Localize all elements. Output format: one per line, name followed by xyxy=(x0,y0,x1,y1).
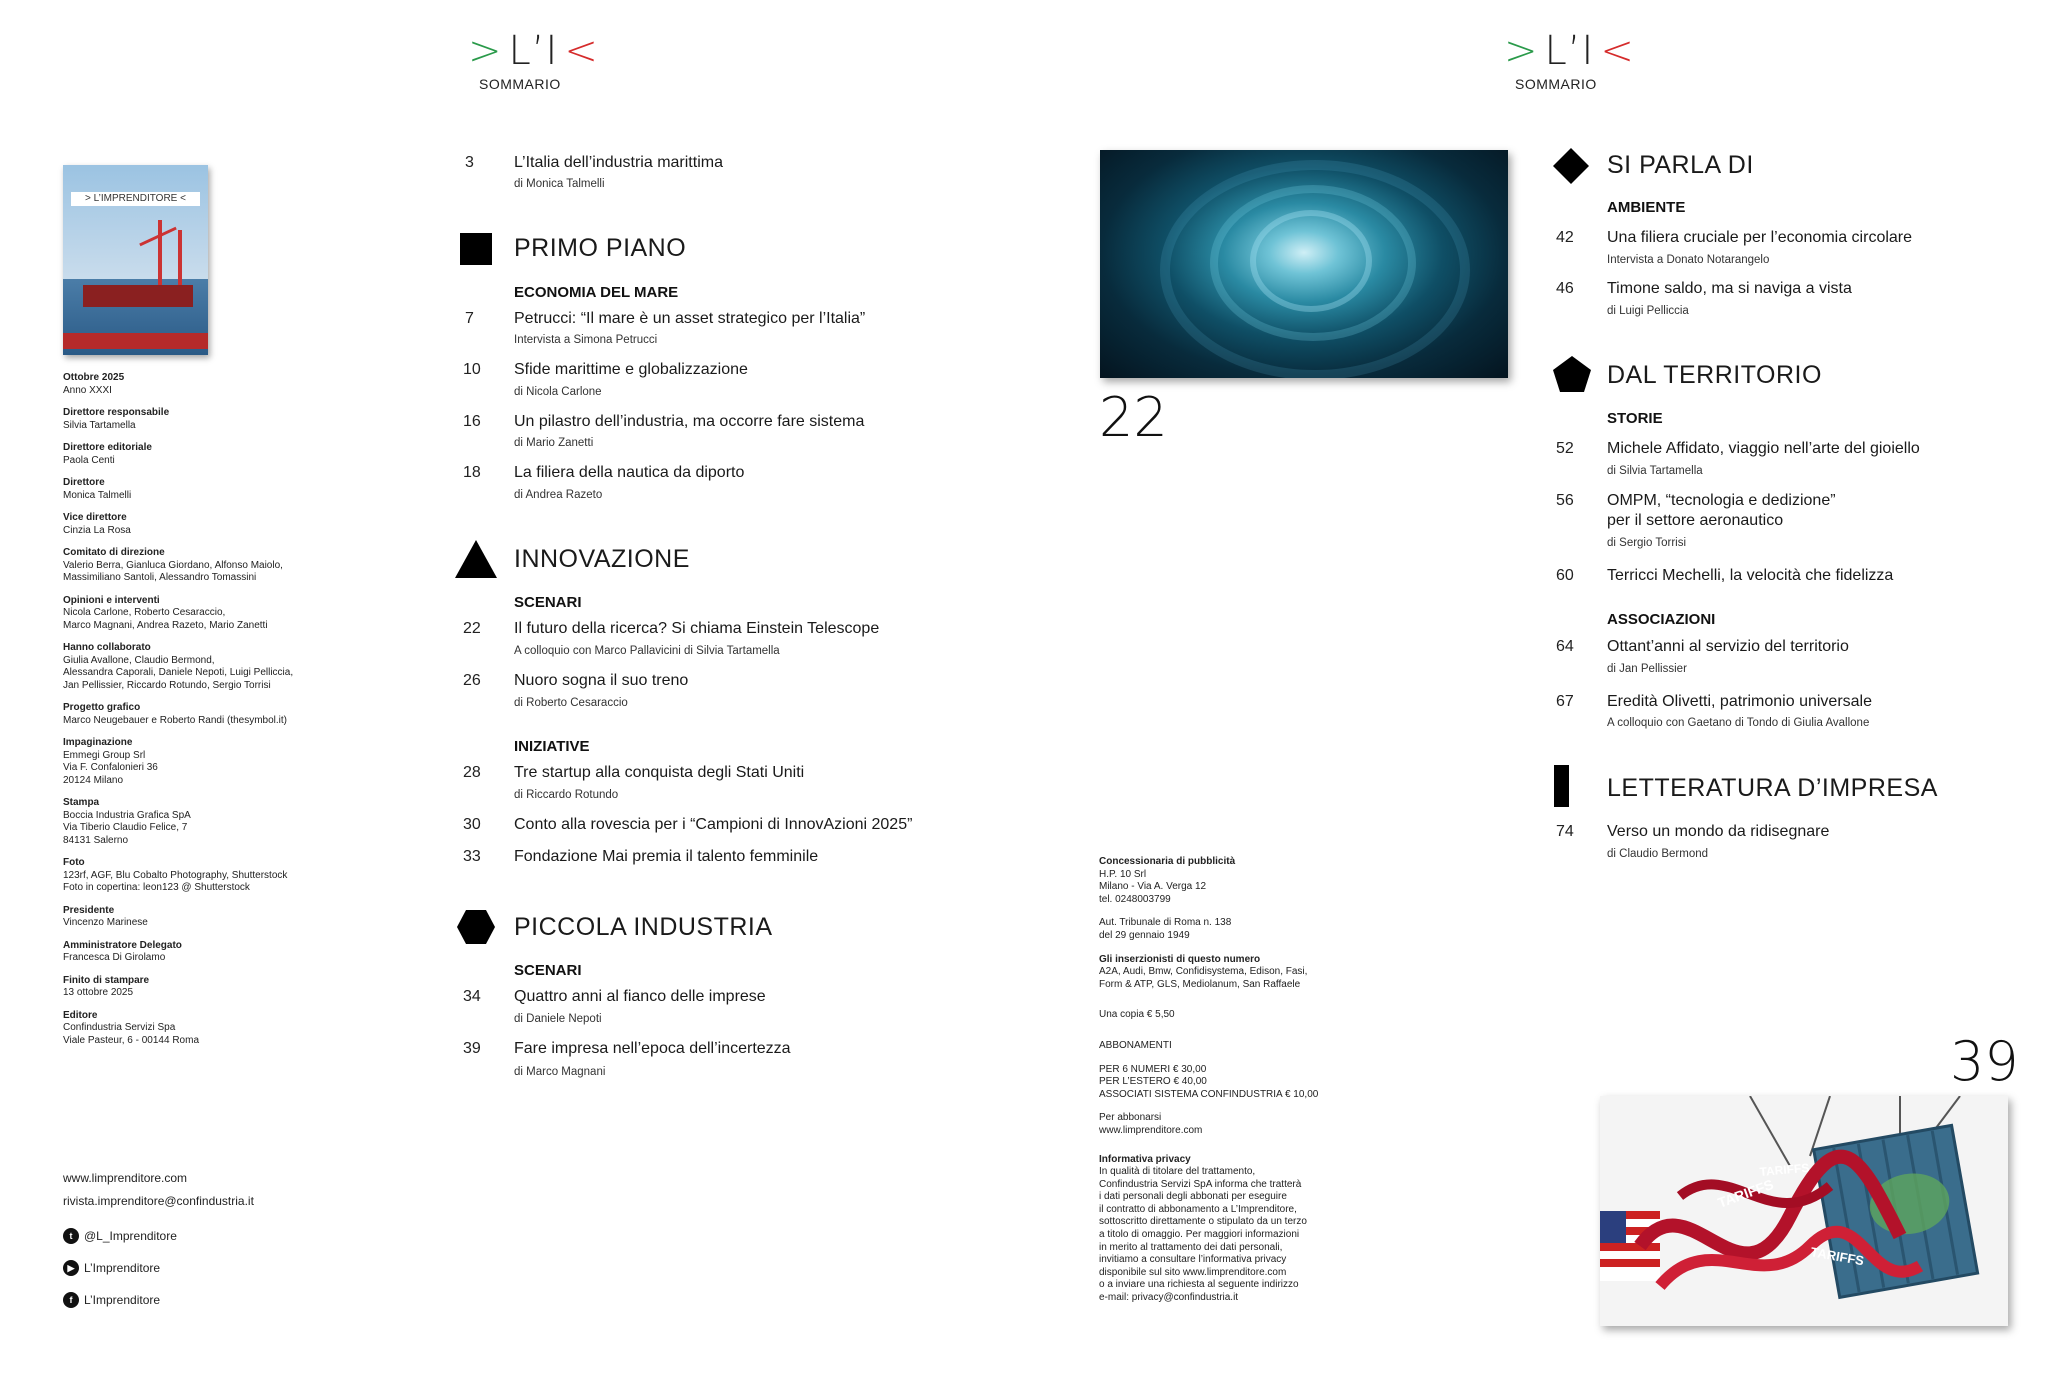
concessionaria-body: H.P. 10 Srl Milano - Via A. Verga 12 tel. 0248003799 xyxy=(1099,868,1207,905)
toc-item-title[interactable]: Timone saldo, ma si naviga a vista xyxy=(1607,280,1852,297)
credit-heading: Foto xyxy=(63,857,85,868)
section-piccola-industria: PICCOLA INDUSTRIA xyxy=(514,913,773,941)
tariffs-label: TARIFFS xyxy=(1759,1160,1810,1179)
credit-heading: Stampa xyxy=(63,797,100,808)
toc-item-title[interactable]: Nuoro sogna il suo treno xyxy=(514,672,689,689)
magazine-cover xyxy=(63,165,208,355)
price-text: Una copia € 5,50 xyxy=(1099,1009,1175,1021)
publisher-info xyxy=(1099,856,1349,1316)
toc-item-title-line2[interactable]: per il settore aeronautico xyxy=(1607,512,1784,529)
credit-block xyxy=(63,1010,323,1048)
credit-body: Francesca Di Girolamo xyxy=(63,952,166,963)
subsection-iniziative: INIZIATIVE xyxy=(514,738,590,755)
credit-heading: Direttore responsabile xyxy=(63,407,170,418)
triangle-icon xyxy=(455,540,497,578)
credit-block xyxy=(63,905,323,930)
section-letteratura: LETTERATURA D’IMPRESA xyxy=(1607,774,1938,802)
cover-masthead: > L’IMPRENDITORE < xyxy=(71,192,200,206)
toc-page-number: 10 xyxy=(463,361,481,378)
credit-block xyxy=(63,512,323,537)
email-link[interactable]: rivista.imprenditore@confindustria.it xyxy=(63,1194,254,1208)
toc-item-title[interactable]: Il futuro della ricerca? Si chiama Einstein Telescope xyxy=(514,620,880,637)
toc-page-number: 3 xyxy=(465,154,474,171)
subsection-associazioni: ASSOCIAZIONI xyxy=(1607,611,1716,628)
credit-body: Silvia Tartamella xyxy=(63,419,136,431)
toc-item-title[interactable]: Fondazione Mai premia il talento femminile xyxy=(514,848,819,865)
subsection-scenari-pi: SCENARI xyxy=(514,962,582,979)
toc-item-author: di Claudio Bermond xyxy=(1607,848,1709,860)
toc-item-title[interactable]: L’Italia dell’industria marittima xyxy=(514,154,723,171)
credit-block xyxy=(63,857,323,895)
toc-item-author: di Riccardo Rotundo xyxy=(514,789,619,801)
youtube-icon: ▶ xyxy=(63,1260,79,1276)
subscriptions-heading: ABBONAMENTI xyxy=(1099,1039,1172,1051)
toc-item-author: di Andrea Razeto xyxy=(514,489,603,501)
credit-body: Giulia Avallone, Claudio Bermond, Alessandra Caporali, Daniele Nepoti, Luigi Pelliccia, Jan Pellissier, Riccardo Rotundo, Sergio Torrisi xyxy=(63,654,294,691)
toc-page-number: 33 xyxy=(463,848,481,865)
toc-item-title[interactable]: Terricci Mechelli, la velocità che fidelizza xyxy=(1607,567,1894,584)
website-link[interactable]: www.limprenditore.com xyxy=(63,1171,188,1185)
toc-item-title[interactable]: Verso un mondo da ridisegnare xyxy=(1607,823,1830,840)
tariffs-label: TARIFFS xyxy=(1809,1244,1866,1269)
toc-item-author: di Nicola Carlone xyxy=(514,386,602,398)
vertical-bar-icon xyxy=(1554,765,1569,807)
toc-page-number: 67 xyxy=(1556,693,1574,710)
toc-page-number: 30 xyxy=(463,816,481,833)
toc-item-title[interactable]: OMPM, “tecnologia e dedizione” xyxy=(1607,492,1836,509)
square-icon xyxy=(460,233,492,265)
toc-page-number: 56 xyxy=(1556,492,1574,509)
toc-item-author: A colloquio con Gaetano di Tondo di Giulia Avallone xyxy=(1607,717,1870,729)
credit-block xyxy=(63,372,323,397)
diamond-icon xyxy=(1553,148,1589,184)
subsection-economia-mare: ECONOMIA DEL MARE xyxy=(514,284,679,301)
credit-heading: Finito di stampare xyxy=(63,974,150,986)
toc-page-number: 52 xyxy=(1556,440,1574,457)
twitter-icon: t xyxy=(63,1228,79,1244)
toc-page-number: 28 xyxy=(463,764,481,781)
toc-item-title[interactable]: Eredità Olivetti, patrimonio universale xyxy=(1607,693,1873,710)
toc-page-number: 22 xyxy=(463,620,481,637)
subscriptions-body: PER 6 NUMERI € 30,00 PER L’ESTERO € 40,00 ASSOCIATI SISTEMA CONFINDUSTRIA € 10,00 xyxy=(1099,1063,1319,1100)
subsection-storie: STORIE xyxy=(1607,410,1663,427)
concessionaria-heading: Concessionaria di pubblicità xyxy=(1099,856,1236,867)
sommario-label-right: SOMMARIO xyxy=(1515,76,1597,92)
credit-block xyxy=(63,595,323,633)
toc-item-author: di Luigi Pelliccia xyxy=(1607,305,1689,317)
toc-item-author: di Roberto Cesaraccio xyxy=(514,697,628,709)
toc-item-title[interactable]: Michele Affidato, viaggio nell’arte del gioiello xyxy=(1607,440,1920,457)
credit-heading: Editore xyxy=(63,1009,98,1021)
section-dal-territorio: DAL TERRITORIO xyxy=(1607,361,1822,389)
toc-page-number: 39 xyxy=(463,1040,481,1057)
toc-item-title[interactable]: Un pilastro dell’industria, ma occorre fare sistema xyxy=(514,413,865,430)
toc-page-number: 60 xyxy=(1556,567,1574,584)
credit-heading: Comitato di direzione xyxy=(63,547,165,558)
feature-page-number: 39 xyxy=(1950,1030,2019,1093)
credit-heading: Ottobre 2025 xyxy=(63,372,125,383)
toc-page-number: 16 xyxy=(463,413,481,430)
toc-item-author: Intervista a Simona Petrucci xyxy=(514,334,658,346)
credit-body: Paola Centi xyxy=(63,454,115,466)
credit-heading: Hanno collaborato xyxy=(63,642,151,653)
credit-heading: Direttore editoriale xyxy=(63,442,152,453)
hexagon-icon xyxy=(457,910,495,944)
subscribe-link[interactable]: Per abbonarsi www.limprenditore.com xyxy=(1099,1112,1203,1136)
credit-heading: Amministratore Delegato xyxy=(63,939,182,951)
credit-heading: Presidente xyxy=(63,904,115,916)
toc-page-number: 46 xyxy=(1556,280,1574,297)
toc-item-author: di Daniele Nepoti xyxy=(514,1013,602,1025)
pentagon-icon xyxy=(1553,356,1591,392)
tariffs-image xyxy=(1600,1096,2008,1326)
advertisers-heading: Gli inserzionisti di questo numero xyxy=(1099,953,1261,965)
toc-page-number: 64 xyxy=(1556,638,1574,655)
credit-body: 13 ottobre 2025 xyxy=(63,987,134,998)
authorization-text: Aut. Tribunale di Roma n. 138 del 29 gennaio 1949 xyxy=(1099,917,1232,941)
credit-heading: Progetto grafico xyxy=(63,702,141,713)
tariffs-label: TARIFFS xyxy=(1715,1175,1776,1211)
toc-page-number: 74 xyxy=(1556,823,1574,840)
credit-block xyxy=(63,737,323,787)
section-primo-piano: PRIMO PIANO xyxy=(514,234,687,262)
credit-block xyxy=(63,797,323,847)
toc-item-author: di Mario Zanetti xyxy=(514,437,594,449)
credit-block xyxy=(63,940,323,965)
toc-item-title[interactable]: Petrucci: “Il mare è un asset strategico per l’Italia” xyxy=(514,310,866,327)
credit-body: Anno XXXI xyxy=(63,384,112,396)
credit-block xyxy=(63,702,323,727)
credit-body: Cinzia La Rosa xyxy=(63,524,131,536)
section-si-parla-di: SI PARLA DI xyxy=(1607,151,1754,179)
credit-heading: Vice direttore xyxy=(63,512,127,523)
toc-item-title[interactable]: Tre startup alla conquista degli Stati Uniti xyxy=(514,764,805,781)
credit-block xyxy=(63,477,323,502)
toc-item-author: di Marco Magnani xyxy=(514,1066,606,1078)
toc-page-number: 7 xyxy=(465,310,474,327)
privacy-body: In qualità di titolare del trattamento, Confindustria Servizi SpA informa che tratterà i dati personali degli abbonati per eseguire il contratto di abbonamento a L’Imprenditore, sottoscritto direttamente o stipulato da un terzo a titolo di omaggio. Per maggiori informazioni in merito al trattamento dei dati personali, invitiamo a consultare l’informativa privacy disponibile sul sito www.limprenditore.com o a inviare una richiesta al seguente indirizzo e-mail: privacy@confindustria.it xyxy=(1099,1166,1307,1304)
subsection-scenari: SCENARI xyxy=(514,594,582,611)
toc-item-author: di Monica Talmelli xyxy=(514,178,605,190)
privacy-heading: Informativa privacy xyxy=(1099,1153,1191,1165)
toc-page-number: 26 xyxy=(463,672,481,689)
toc-item-author: di Silvia Tartamella xyxy=(1607,465,1703,477)
credit-block xyxy=(63,642,323,692)
toc-item-title[interactable]: Una filiera cruciale per l’economia circolare xyxy=(1607,229,1913,246)
credit-body: Monica Talmelli xyxy=(63,489,132,501)
logo-left: > L’I < xyxy=(468,28,599,74)
toc-page-number: 42 xyxy=(1556,229,1574,246)
sommario-label-left: SOMMARIO xyxy=(479,76,561,92)
toc-item-author: di Jan Pellissier xyxy=(1607,663,1687,675)
credit-block xyxy=(63,547,323,585)
tariffs-illustration xyxy=(1600,1096,2008,1326)
toc-item-title[interactable]: Ottant’anni al servizio del territorio xyxy=(1607,638,1849,655)
toc-page-number: 34 xyxy=(463,988,481,1005)
toc-item-title[interactable]: La filiera della nautica da diporto xyxy=(514,464,745,481)
facebook-icon: f xyxy=(63,1292,79,1308)
toc-item-title[interactable]: Conto alla rovescia per i “Campioni di InnovAzioni 2025” xyxy=(514,816,913,833)
credit-body: Nicola Carlone, Roberto Cesaraccio, Marco Magnani, Andrea Razeto, Mario Zanetti xyxy=(63,607,268,631)
toc-item-author: A colloquio con Marco Pallavicini di Silvia Tartamella xyxy=(514,645,780,657)
credit-heading: Impaginazione xyxy=(63,737,133,748)
toc-item-title[interactable]: Quattro anni al fianco delle imprese xyxy=(514,988,766,1005)
credit-heading: Direttore xyxy=(63,477,105,488)
credit-block xyxy=(63,975,323,1000)
credit-body: Confindustria Servizi Spa Viale Pasteur, 6 - 00144 Roma xyxy=(63,1022,200,1046)
youtube-link[interactable]: ▶ L’Imprenditore xyxy=(63,1260,160,1276)
toc-item-title[interactable]: Fare impresa nell’epoca dell’incertezza xyxy=(514,1040,791,1057)
credit-heading: Opinioni e interventi xyxy=(63,594,160,606)
toc-item-title[interactable]: Sfide marittime e globalizzazione xyxy=(514,361,748,378)
credit-body: Emmegi Group Srl Via F. Confalonieri 36 20124 Milano xyxy=(63,749,158,786)
credit-block xyxy=(63,407,323,432)
toc-item-author: di Sergio Torrisi xyxy=(1607,537,1687,549)
twitter-link[interactable]: t @L_Imprenditore xyxy=(63,1228,177,1244)
subsection-ambiente: AMBIENTE xyxy=(1607,199,1686,216)
credit-body: Valerio Berra, Gianluca Giordano, Alfonso Maiolo, Massimiliano Santoli, Alessandro Tomassini xyxy=(63,559,283,583)
toc-item-author: Intervista a Donato Notarangelo xyxy=(1607,254,1770,266)
section-innovazione: INNOVAZIONE xyxy=(514,545,690,573)
feature-page-number: 22 xyxy=(1099,386,1168,449)
credit-body: Boccia Industria Grafica SpA Via Tiberio Claudio Felice, 7 84131 Salerno xyxy=(63,809,191,846)
toc-page-number: 18 xyxy=(463,464,481,481)
advertisers-body: A2A, Audi, Bmw, Confidisystema, Edison, Fasi, Form & ATP, GLS, Mediolanum, San Raffaele xyxy=(1099,966,1308,990)
credit-body: Marco Neugebauer e Roberto Randi (thesymbol.it) xyxy=(63,714,287,726)
credit-body: Vincenzo Marinese xyxy=(63,917,148,928)
ship-illustration xyxy=(83,285,193,307)
credits-column xyxy=(63,372,323,1057)
logo-right: > L’I < xyxy=(1504,28,1635,74)
credit-block xyxy=(63,442,323,467)
credit-body: 123rf, AGF, Blu Cobalto Photography, Shutterstock Foto in copertina: leon123 @ Shutterstock xyxy=(63,869,288,893)
facebook-link[interactable]: f L’Imprenditore xyxy=(63,1292,160,1308)
galaxy-image xyxy=(1100,150,1508,378)
